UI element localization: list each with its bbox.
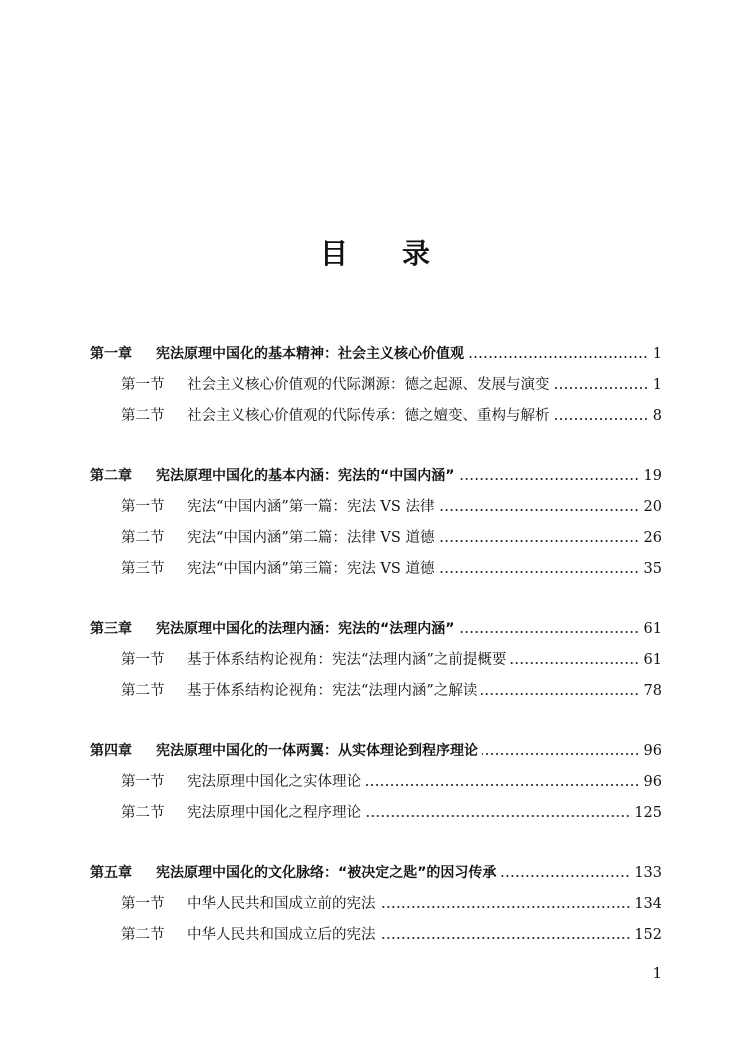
section-number: 第二节: [121, 408, 165, 424]
chapter-number: 第一章: [90, 346, 132, 362]
page-ref: 8: [652, 408, 662, 424]
page-ref: 133: [634, 865, 662, 881]
section-number: 第一节: [121, 377, 165, 393]
page-ref: 152: [634, 927, 662, 943]
toc-section-1-2[interactable]: [121, 404, 662, 428]
toc-chapter-3[interactable]: [90, 617, 662, 641]
chapter-number: 第四章: [90, 743, 132, 759]
section-title: 基于体系结构论视角：宪法“法理内涵”之前提概要: [187, 652, 507, 668]
dot-leader: [438, 540, 639, 542]
page-ref: 35: [643, 561, 662, 577]
dot-leader: [500, 875, 630, 877]
title-char-1: 目: [319, 237, 348, 270]
section-number: 第一节: [121, 652, 165, 668]
dot-leader: [482, 753, 640, 755]
page-ref: 134: [634, 896, 662, 912]
toc-section-5-2[interactable]: [121, 923, 662, 947]
section-number: 第二节: [121, 683, 165, 699]
page-ref: 96: [643, 743, 662, 759]
section-number: 第一节: [121, 499, 165, 515]
toc-section-3-2[interactable]: [121, 679, 662, 703]
dot-leader: [468, 356, 648, 358]
section-title: 宪法原理中国化之程序理论: [187, 805, 361, 821]
toc-chapter-2[interactable]: [90, 464, 662, 488]
toc-section-2-3[interactable]: [121, 557, 662, 581]
page-ref: 1: [652, 377, 662, 393]
toc-section-4-1[interactable]: [121, 770, 662, 794]
dot-leader: [365, 784, 640, 786]
section-title: 宪法“中国内涵”第三篇：宪法 VS 道德: [187, 561, 435, 577]
title-char-2: 录: [402, 237, 431, 270]
toc-section-5-1[interactable]: [121, 892, 662, 916]
chapter-number: 第三章: [90, 621, 132, 637]
chapter-title: 宪法原理中国化的法理内涵：宪法的“法理内涵”: [156, 621, 455, 637]
chapter-number: 第五章: [90, 865, 132, 881]
section-number: 第二节: [121, 530, 165, 546]
dot-leader: [438, 571, 639, 573]
section-title: 社会主义核心价值观的代际渊源：德之起源、发展与演变: [187, 377, 550, 393]
chapter-title: 宪法原理中国化的基本精神：社会主义核心价值观: [156, 346, 464, 362]
section-title: 宪法“中国内涵”第二篇：法律 VS 道德: [187, 530, 435, 546]
page-title: [0, 232, 750, 272]
dot-leader: [554, 387, 649, 389]
section-title: 基于体系结构论视角：宪法“法理内涵”之解读: [187, 683, 478, 699]
chapter-number: 第二章: [90, 468, 132, 484]
page-number: 1: [652, 964, 662, 982]
page-ref: 125: [634, 805, 662, 821]
page-ref: 26: [643, 530, 662, 546]
toc-section-1-1[interactable]: [121, 373, 662, 397]
page-ref: 19: [643, 468, 662, 484]
toc-chapter-5[interactable]: [90, 861, 662, 885]
section-number: 第二节: [121, 805, 165, 821]
toc-section-2-2[interactable]: [121, 526, 662, 550]
dot-leader: [510, 662, 639, 664]
page-ref: 78: [643, 683, 662, 699]
page-ref: 61: [643, 652, 662, 668]
toc-chapter-1[interactable]: [90, 342, 662, 366]
dot-leader: [380, 937, 631, 939]
dot-leader: [481, 693, 639, 695]
section-title: 中华人民共和国成立后的宪法: [187, 927, 376, 943]
dot-leader: [365, 815, 630, 817]
chapter-title: 宪法原理中国化的文化脉络：“被决定之匙”的因习传承: [156, 865, 497, 881]
chapter-title: 宪法原理中国化的基本内涵：宪法的“中国内涵”: [156, 468, 455, 484]
section-number: 第二节: [121, 927, 165, 943]
dot-leader: [458, 478, 639, 480]
dot-leader: [554, 418, 649, 420]
toc-section-3-1[interactable]: [121, 648, 662, 672]
toc-section-4-2[interactable]: [121, 801, 662, 825]
toc-chapter-4[interactable]: [90, 739, 662, 763]
toc-section-2-1[interactable]: [121, 495, 662, 519]
section-number: 第三节: [121, 561, 165, 577]
page-ref: 61: [643, 621, 662, 637]
page-ref: 1: [652, 346, 662, 362]
dot-leader: [438, 509, 639, 511]
page-ref: 96: [643, 774, 662, 790]
chapter-title: 宪法原理中国化的一体两翼：从实体理论到程序理论: [156, 743, 478, 759]
section-title: 宪法“中国内涵”第一篇：宪法 VS 法律: [187, 499, 435, 515]
section-number: 第一节: [121, 774, 165, 790]
dot-leader: [380, 906, 631, 908]
section-number: 第一节: [121, 896, 165, 912]
dot-leader: [458, 631, 639, 633]
section-title: 中华人民共和国成立前的宪法: [187, 896, 376, 912]
section-title: 社会主义核心价值观的代际传承：德之嬗变、重构与解析: [187, 408, 550, 424]
page-ref: 20: [643, 499, 662, 515]
section-title: 宪法原理中国化之实体理论: [187, 774, 361, 790]
